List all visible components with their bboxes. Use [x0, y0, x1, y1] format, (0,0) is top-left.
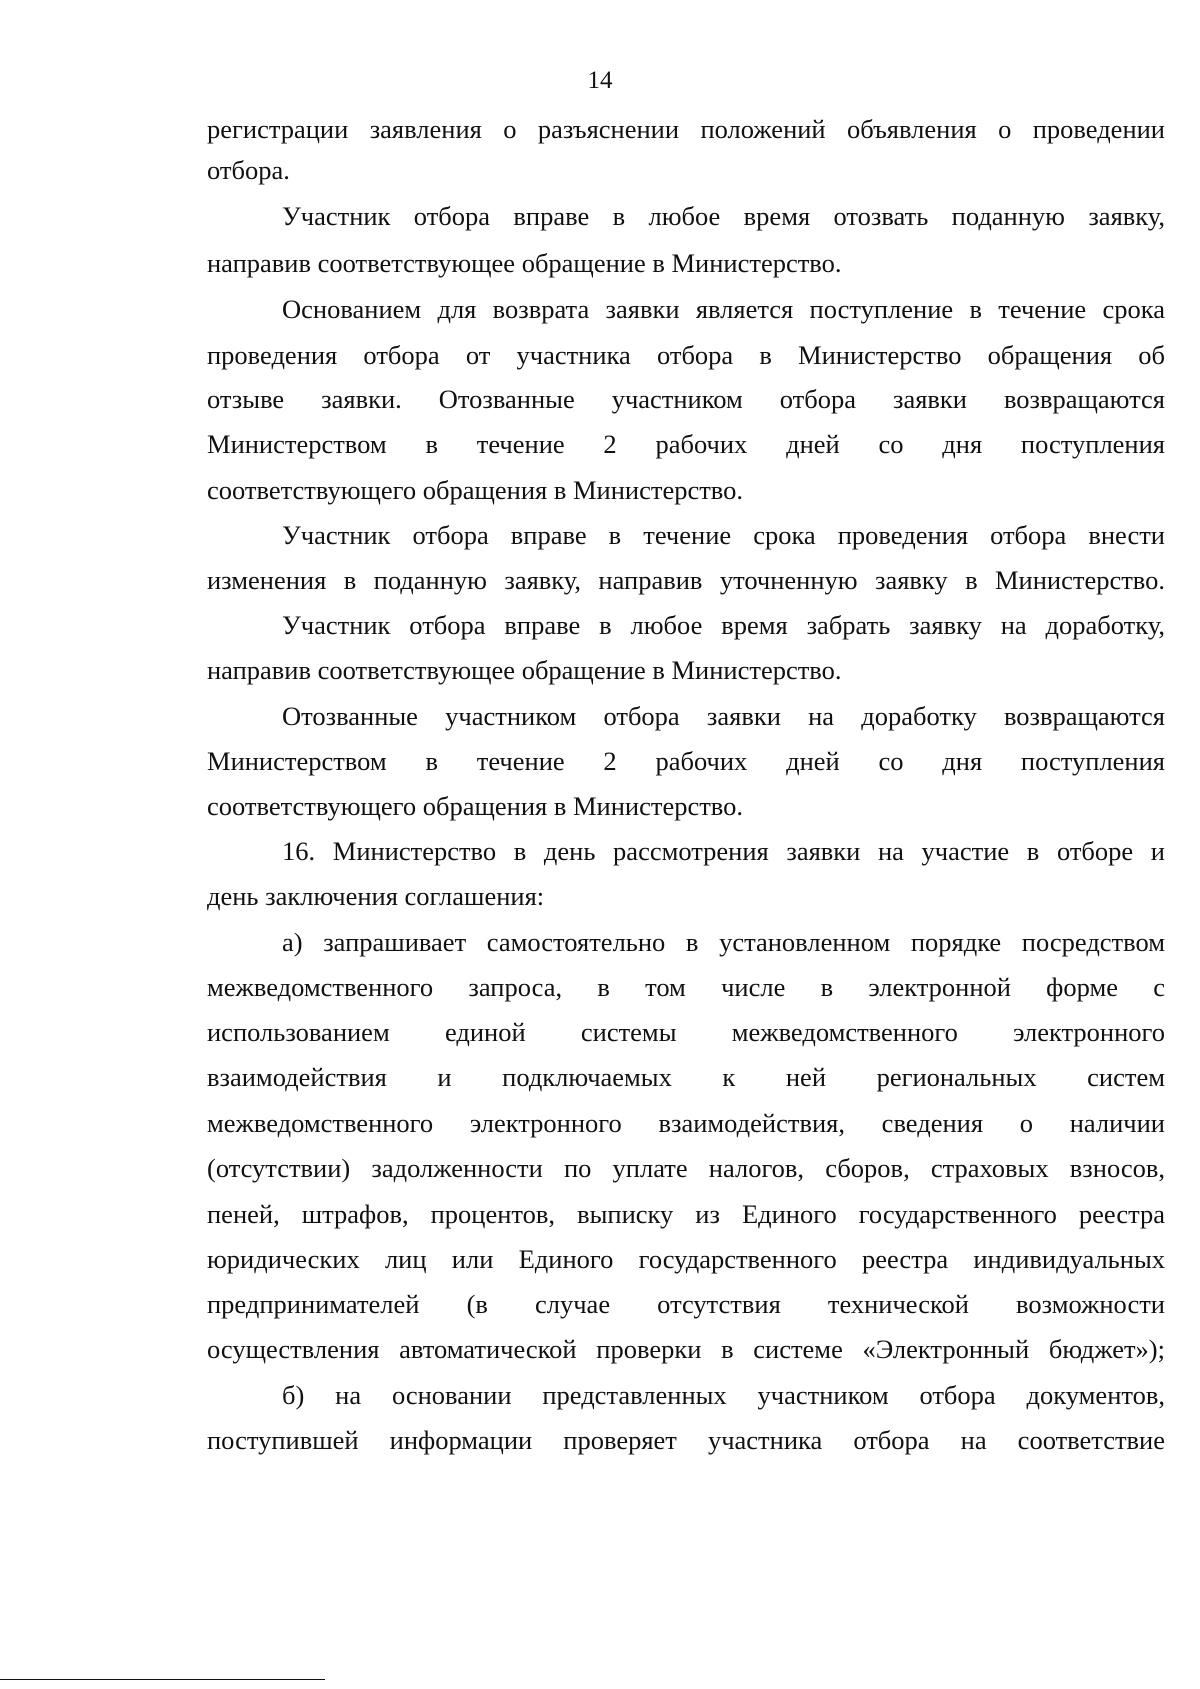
- text-line: межведомственного электронного взаимодействия, сведения о наличии: [207, 1108, 1165, 1138]
- text-line: изменения в поданную заявку, направив уточненную заявку в Министерство.: [207, 565, 1165, 595]
- page-number: 14: [587, 67, 613, 94]
- text-line: взаимодействия и подключаемых к ней региональных систем: [207, 1062, 1165, 1092]
- text-line: отбора.: [207, 155, 290, 185]
- text-line: Отозванные участником отбора заявки на доработку возвращаются: [282, 701, 1165, 731]
- text-line: Министерством в течение 2 рабочих дней со дня поступления: [207, 429, 1165, 459]
- text-line: 16. Министерство в день рассмотрения заявки на участие в отборе и: [282, 836, 1165, 866]
- text-line: направив соответствующее обращение в Министерство.: [207, 248, 842, 278]
- text-line: соответствующего обращения в Министерство.: [207, 475, 744, 505]
- text-line: (отсутствии) задолженности по уплате налогов, сборов, страховых взносов,: [207, 1153, 1165, 1183]
- text-line: соответствующего обращения в Министерство.: [207, 791, 744, 821]
- footer-rule: [0, 1679, 325, 1680]
- text-line: юридических лиц или Единого государственного реестра индивидуальных: [207, 1244, 1165, 1274]
- text-line: Участник отбора вправе в любое время забрать заявку на доработку,: [282, 610, 1165, 640]
- text-line: осуществления автоматической проверки в системе «Электронный бюджет»);: [207, 1334, 1165, 1364]
- text-line: а) запрашивает самостоятельно в установленном порядке посредством: [282, 927, 1165, 957]
- text-line: поступившей информации проверяет участника отбора на соответствие: [207, 1425, 1165, 1455]
- text-line: Участник отбора вправе в течение срока проведения отбора внести: [282, 520, 1165, 550]
- text-line: отзыве заявки. Отозванные участником отбора заявки возвращаются: [207, 384, 1165, 414]
- text-line: день заключения соглашения:: [207, 881, 545, 911]
- text-line: пеней, штрафов, процентов, выписку из Единого государственного реестра: [207, 1199, 1165, 1229]
- text-line: проведения отбора от участника отбора в Министерство обращения об: [207, 340, 1165, 370]
- text-line: регистрации заявления о разъяснении положений объявления о проведении: [207, 114, 1165, 144]
- text-line: межведомственного запроса, в том числе в электронной форме с: [207, 972, 1165, 1002]
- text-line: Участник отбора вправе в любое время отозвать поданную заявку,: [282, 201, 1165, 231]
- text-line: Министерством в течение 2 рабочих дней со дня поступления: [207, 746, 1165, 776]
- text-line: Основанием для возврата заявки является поступление в течение срока: [282, 294, 1165, 324]
- text-line: предпринимателей (в случае отсутствия технической возможности: [207, 1289, 1165, 1319]
- text-line: б) на основании представленных участником отбора документов,: [282, 1380, 1165, 1410]
- text-line: направив соответствующее обращение в Министерство.: [207, 655, 842, 685]
- text-line: использованием единой системы межведомственного электронного: [207, 1017, 1165, 1047]
